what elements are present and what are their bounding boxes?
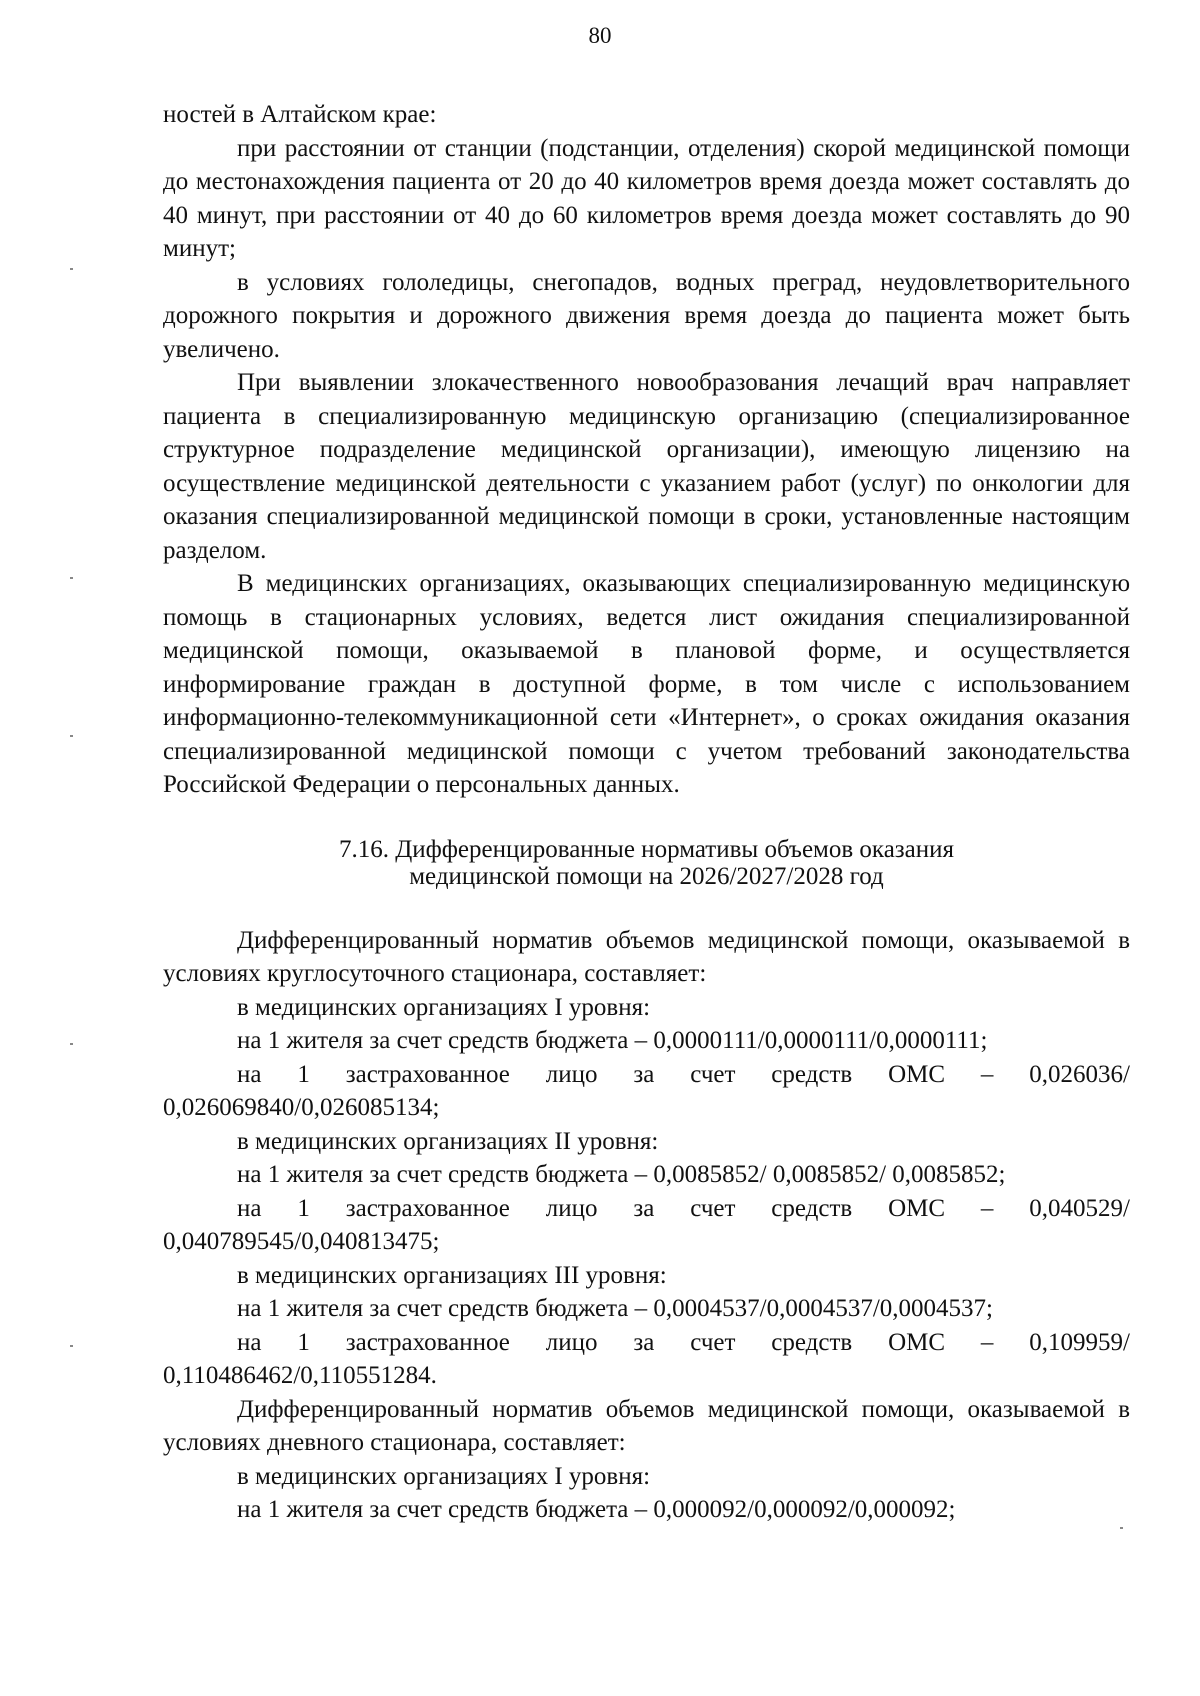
scan-speck — [70, 1345, 73, 1347]
paragraph: в медицинских организациях I уровня: — [237, 1462, 651, 1490]
paragraph: Дифференцированный норматив объемов медицинской помощи, оказываемой в условиях дневного стационара, составляет: — [163, 1395, 1130, 1456]
paragraph: В медицинских организациях, оказывающих специализированную медицинскую помощь в стационарных условиях, ведется лист ожидания специализированной медицинской помощи, оказываемой в плановой форме, и осуществляется информирование граждан в доступной форме, в том числе с использованием информационно-телекоммуникационной сети «Интернет», о сроках ожидания оказания специализированной медицинской помощи с учетом требований законодательства Российской Федерации о персональных данных. — [163, 570, 1130, 798]
paragraph: на 1 застрахованное лицо за счет средств ОМС – 0,040529/ 0,040789545/0,040813475; — [163, 1194, 1130, 1255]
scan-speck — [70, 268, 73, 270]
paragraph: в медицинских организациях I уровня: — [237, 993, 651, 1021]
paragraphs-top — [163, 98, 1130, 802]
scan-speck — [70, 735, 73, 737]
section-heading-line-1: 7.16. Дифференцированные нормативы объемов оказания — [338, 835, 955, 863]
paragraph: в медицинских организациях III уровня: — [237, 1261, 667, 1289]
paragraph: Дифференцированный норматив объемов медицинской помощи, оказываемой в условиях круглосуточного стационара, составляет: — [163, 926, 1130, 987]
paragraph: в условиях гололедицы, снегопадов, водных преград, неудовлетворительного дорожного покрытия и дорожного движения время доезда до пациента может быть увеличено. — [163, 268, 1130, 363]
paragraph: на 1 застрахованное лицо за счет средств ОМС – 0,109959/ 0,110486462/0,110551284. — [163, 1328, 1130, 1389]
scan-speck — [70, 1043, 73, 1045]
paragraph: на 1 жителя за счет средств бюджета – 0,0004537/0,0004537/0,0004537; — [237, 1295, 993, 1322]
paragraphs-bottom — [163, 924, 1130, 1527]
scan-speck — [1120, 1527, 1123, 1529]
page-number: 80 — [588, 23, 612, 48]
paragraph: при расстоянии от станции (подстанции, отделения) скорой медицинской помощи до местонахождения пациента от 20 до 40 километров время доезда может составлять до 40 минут, при расстоянии от 40 до 60 километров время доезда может составлять до 90 минут; — [163, 134, 1130, 262]
paragraph: на 1 застрахованное лицо за счет средств ОМС – 0,026036/ 0,026069840/0,026085134; — [163, 1060, 1130, 1121]
paragraph: в медицинских организациях II уровня: — [237, 1127, 659, 1155]
section-heading-line-2: медицинской помощи на 2026/2027/2028 год — [409, 862, 884, 890]
document-body — [163, 98, 1130, 1527]
section-heading — [163, 836, 1130, 890]
paragraph: на 1 жителя за счет средств бюджета – 0,0000111/0,0000111/0,0000111; — [237, 1027, 988, 1054]
paragraph: на 1 жителя за счет средств бюджета – 0,000092/0,000092/0,000092; — [237, 1496, 956, 1523]
scan-speck — [70, 577, 73, 579]
paragraph: При выявлении злокачественного новообразования лечащий врач направляет пациента в специализированную медицинскую организацию (специализированное структурное подразделение медицинской организации), имеющую лицензию на осуществление медицинской деятельности с указанием работ (услуг) по онкологии для оказания специализированной медицинской помощи в сроки, установленные настоящим разделом. — [163, 369, 1130, 564]
paragraph: ностей в Алтайском крае: — [163, 101, 437, 128]
paragraph: на 1 жителя за счет средств бюджета – 0,0085852/ 0,0085852/ 0,0085852; — [237, 1161, 1006, 1188]
